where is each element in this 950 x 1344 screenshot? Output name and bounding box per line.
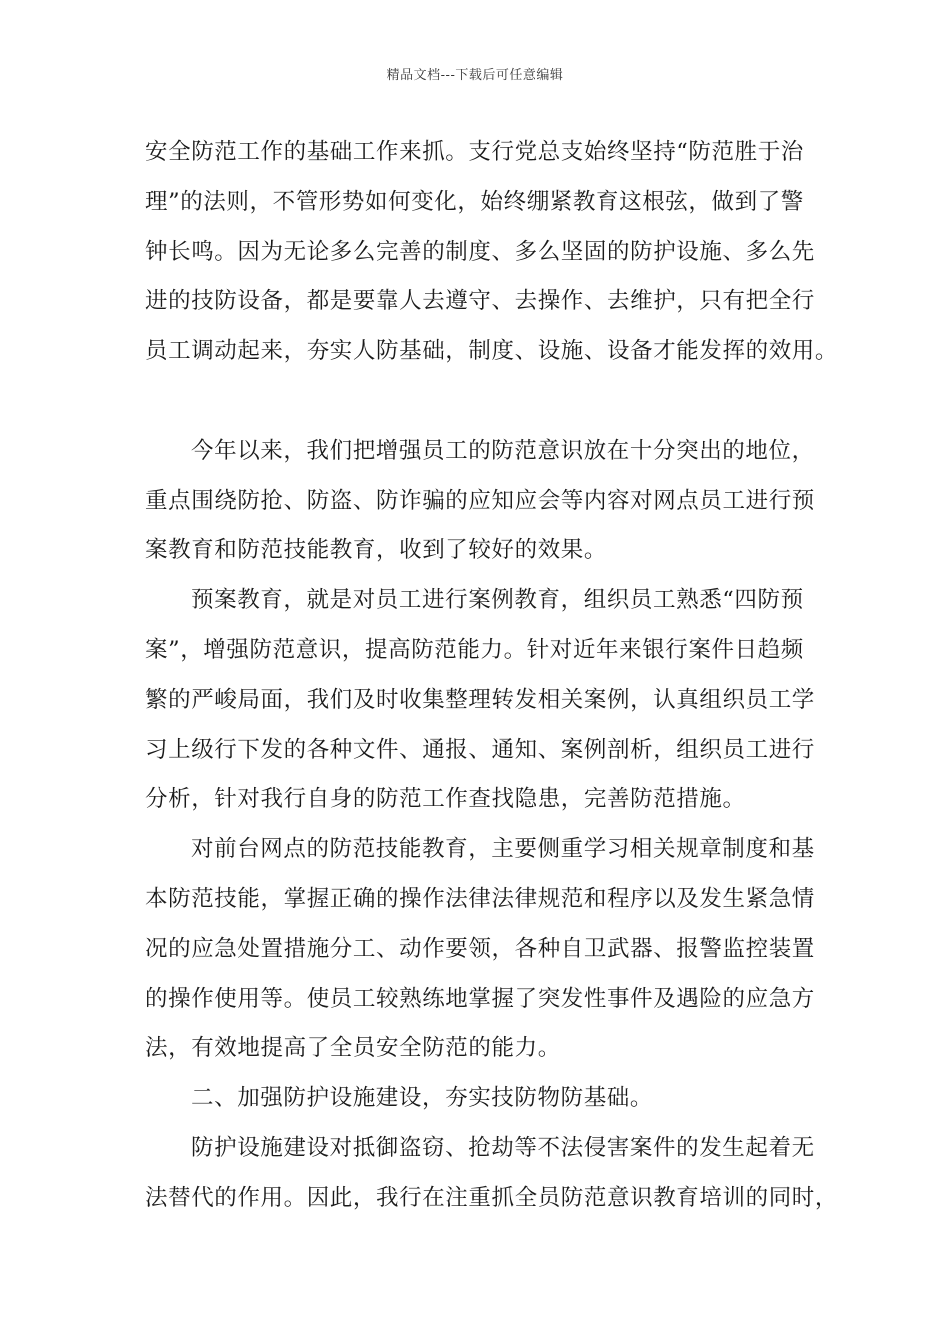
text-line: 今年以来，我们把增强员工的防范意识放在十分突出的地位，: [191, 437, 815, 464]
text-line: 员工调动起来，夯实人防基础，制度、设施、设备才能发挥的效用。: [145, 338, 839, 365]
paragraph: [145, 576, 825, 825]
text-line: 进的技防设备，都是要靠人去遵守、去操作、去维护，只有把全行: [145, 288, 815, 315]
text-line: 预案教育，就是对员工进行案例教育，组织员工熟悉“四防预: [191, 587, 804, 614]
text-line: 对前台网点的防范技能教育，主要侧重学习相关规章制度和基: [191, 836, 815, 863]
text-line: 分析，针对我行自身的防范工作查找隐患，完善防范措施。: [145, 786, 746, 813]
section-heading: [145, 1074, 825, 1124]
paragraph: [145, 825, 825, 1074]
text-line: 钟长鸣。因为无论多么完善的制度、多么坚固的防护设施、多么先: [145, 238, 815, 265]
text-line: 法替代的作用。因此，我行在注重抓全员防范意识教育培训的同时，: [145, 1184, 839, 1211]
text-line: 理”的法则，不管形势如何变化，始终绷紧教育这根弦，做到了警: [145, 188, 804, 215]
text-line: 的操作使用等。使员工较熟练地掌握了突发性事件及遇险的应急方: [145, 985, 815, 1012]
text-line: 繁的严峻局面，我们及时收集整理转发相关案例，认真组织员工学: [145, 686, 815, 713]
text-line: 防护设施建设对抵御盗窃、抢劫等不法侵害案件的发生起着无: [191, 1134, 815, 1161]
text-line: 重点围绕防抢、防盗、防诈骗的应知应会等内容对网点员工进行预: [145, 487, 815, 514]
text-line: 二、加强防护设施建设，夯实技防物防基础。: [191, 1085, 654, 1112]
text-line: 案教育和防范技能教育，收到了较好的效果。: [145, 537, 608, 564]
text-line: 安全防范工作的基础工作来抓。支行党总支始终坚持“防范胜于治: [145, 139, 804, 165]
text-line: 本防范技能，掌握正确的操作法律法律规范和程序以及发生紧急情: [145, 885, 815, 912]
document-body: [145, 128, 839, 1224]
paragraph: [145, 427, 825, 576]
paragraph: [145, 128, 839, 377]
text-line: 案”，增强防范意识，提高防范能力。针对近年来银行案件日趋频: [145, 636, 804, 663]
text-line: 法，有效地提高了全员安全防范的能力。: [145, 1035, 561, 1062]
page-header: 精品文档---下载后可任意编辑: [386, 68, 564, 83]
text-line: 习上级行下发的各种文件、通报、通知、案例剖析，组织员工进行: [145, 736, 815, 763]
text-line: 况的应急处置措施分工、动作要领，各种自卫武器、报警监控装置: [145, 935, 815, 962]
paragraph-gap: [145, 377, 825, 427]
paragraph: [145, 1124, 839, 1224]
